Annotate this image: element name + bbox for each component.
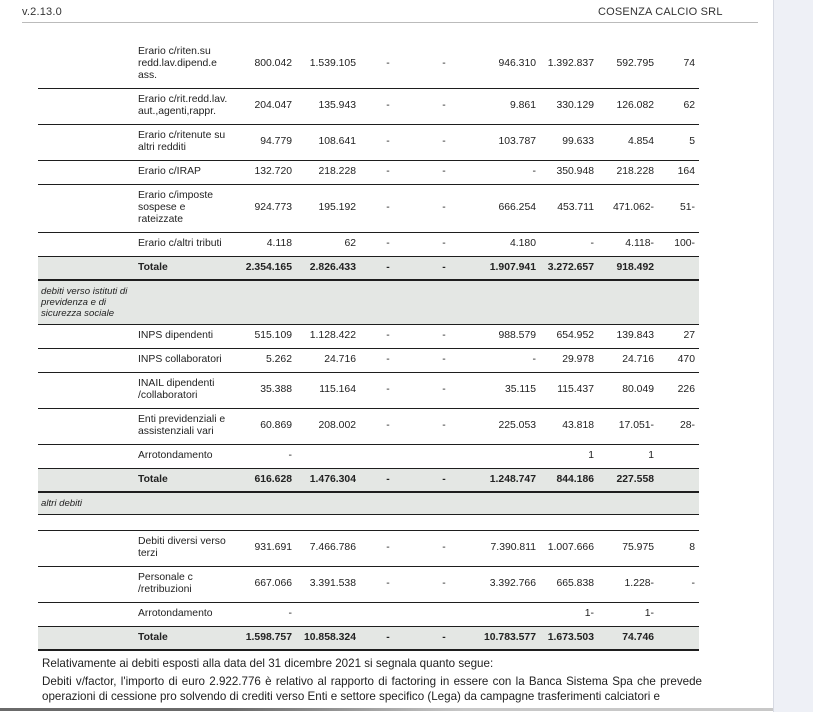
value-cell	[658, 602, 699, 626]
section-cell	[38, 160, 132, 184]
value-cell: -	[386, 100, 390, 111]
value-cell: -	[386, 354, 390, 365]
value-cell: 453.711	[557, 202, 594, 213]
value-cell: 74	[683, 57, 695, 69]
value-cell: -	[442, 330, 446, 341]
value-cell: -	[386, 631, 390, 643]
value-cell: 62	[683, 100, 695, 111]
page-edge	[0, 708, 773, 711]
spacer-row	[38, 514, 699, 530]
value-cell	[658, 444, 699, 468]
value-cell: 1.007.666	[547, 542, 594, 553]
table-row	[38, 88, 699, 124]
value-cell: -	[442, 578, 446, 589]
total-row	[38, 256, 699, 280]
section-cell	[38, 88, 132, 124]
value-cell: 218.228	[318, 166, 356, 177]
value-cell: 800.042	[254, 57, 292, 69]
value-cell: 43.818	[562, 420, 594, 431]
section-header-row	[38, 280, 699, 324]
value-cell: -	[442, 100, 446, 111]
row-label: Erario c/ritenute su altri redditi	[138, 130, 226, 153]
section-cell	[38, 444, 132, 468]
value-cell	[360, 444, 416, 468]
value-cell: -	[442, 238, 446, 249]
value-cell: -	[442, 354, 446, 365]
value-cell: 1.907.941	[489, 261, 536, 273]
value-cell: -	[386, 420, 390, 431]
value-cell: 29.978	[562, 354, 594, 365]
table-row	[38, 372, 699, 408]
value-cell: -	[386, 202, 390, 213]
row-label: Erario c/imposte sospese e rateizzate	[138, 190, 214, 225]
total-row	[38, 626, 699, 650]
value-cell	[296, 602, 360, 626]
value-cell: 115.164	[319, 384, 356, 395]
value-cell: -	[386, 473, 390, 485]
value-cell: -	[442, 420, 446, 431]
value-cell	[472, 602, 540, 626]
table-row	[38, 184, 699, 232]
table-row	[38, 124, 699, 160]
value-cell: 115.437	[557, 384, 594, 395]
value-cell: 80.049	[622, 384, 654, 395]
section-cell	[38, 256, 132, 280]
value-cell: -	[288, 450, 292, 461]
value-cell: 471.062-	[612, 202, 654, 213]
value-cell	[658, 468, 699, 492]
value-cell: 7.466.786	[309, 542, 356, 553]
row-label: Debiti diversi verso terzi	[138, 536, 226, 559]
table-row	[38, 602, 699, 626]
value-cell: 51-	[679, 202, 695, 213]
value-cell: 844.186	[556, 473, 594, 485]
value-cell: 666.254	[498, 202, 536, 213]
value-cell: 62	[344, 238, 356, 249]
value-cell: 592.795	[616, 57, 654, 69]
section-cell	[38, 408, 132, 444]
value-cell: 208.002	[318, 420, 356, 431]
value-cell: 1.476.304	[309, 473, 356, 485]
section-cell	[38, 232, 132, 256]
value-cell: -	[386, 384, 390, 395]
value-cell	[296, 444, 360, 468]
value-cell: -	[386, 57, 390, 69]
section-fill	[132, 492, 699, 514]
value-cell: 918.492	[616, 261, 654, 273]
section-cell	[38, 468, 132, 492]
value-cell: -	[691, 578, 695, 589]
company-name: COSENZA CALCIO SRL	[598, 6, 723, 18]
row-label: Totale	[138, 261, 168, 273]
value-cell: 3.391.538	[309, 578, 356, 589]
table-row	[38, 408, 699, 444]
value-cell: -	[532, 354, 536, 365]
value-cell: 988.579	[498, 330, 536, 341]
value-cell: 227.558	[616, 473, 654, 485]
table-row	[38, 160, 699, 184]
value-cell: 654.952	[556, 330, 594, 341]
table-row	[38, 348, 699, 372]
spacer-cell	[38, 514, 699, 530]
value-cell: 2.826.433	[309, 261, 356, 273]
value-cell: 1-	[584, 608, 594, 619]
value-cell: 4.118	[266, 238, 292, 249]
value-cell: 1.392.837	[547, 57, 594, 69]
value-cell: 60.869	[260, 420, 292, 431]
value-cell: 94.779	[260, 136, 292, 147]
value-cell: 1.673.503	[547, 631, 594, 643]
value-cell: 103.787	[498, 136, 536, 147]
value-cell: 10.783.577	[483, 631, 536, 643]
value-cell: -	[288, 608, 292, 619]
row-label: Erario c/IRAP	[138, 166, 201, 177]
section-cell	[38, 602, 132, 626]
value-cell: -	[386, 330, 390, 341]
value-cell: 2.354.165	[245, 261, 292, 273]
value-cell: 924.773	[254, 202, 292, 213]
version-label: v.2.13.0	[22, 6, 62, 18]
value-cell	[658, 256, 699, 280]
value-cell	[416, 602, 472, 626]
section-cell	[38, 530, 132, 566]
value-cell	[658, 626, 699, 650]
row-label: Erario c/rit.redd.lav. aut.,agenti,rappr.	[138, 94, 228, 117]
row-label: INPS collaboratori	[138, 354, 222, 365]
value-cell: 1.228-	[624, 578, 654, 589]
value-cell: 616.628	[254, 473, 292, 485]
value-cell: 75.975	[622, 542, 654, 553]
value-cell: 8	[689, 542, 695, 553]
value-cell: 1.539.105	[309, 57, 356, 69]
total-row	[38, 468, 699, 492]
value-cell: 3.392.766	[489, 578, 536, 589]
notes-intro: Relativamente ai debiti esposti alla data del 31 dicembre 2021 si segnala quanto segue:	[42, 657, 494, 670]
value-cell: 100-	[674, 238, 695, 249]
value-cell: -	[442, 261, 446, 273]
row-label: INPS dipendenti	[138, 330, 214, 341]
value-cell: 330.129	[556, 100, 594, 111]
value-cell: 28-	[679, 420, 695, 431]
section-cell	[38, 40, 132, 88]
value-cell: 99.633	[562, 136, 594, 147]
table-row	[38, 324, 699, 348]
value-cell: 35.115	[504, 384, 536, 395]
row-label: Erario c/altri tributi	[138, 238, 222, 249]
viewer-side-panel	[773, 0, 813, 712]
value-cell: -	[590, 238, 594, 249]
value-cell: -	[442, 202, 446, 213]
table-row	[38, 530, 699, 566]
value-cell: -	[442, 473, 446, 485]
value-cell: -	[386, 261, 390, 273]
row-label: Totale	[138, 631, 168, 643]
value-cell: 132.720	[254, 166, 292, 177]
value-cell: -	[386, 542, 390, 553]
value-cell: 1	[588, 450, 594, 461]
value-cell: 931.691	[254, 542, 292, 553]
value-cell: 1.248.747	[489, 473, 536, 485]
section-cell	[38, 372, 132, 408]
value-cell: 218.228	[616, 166, 654, 177]
value-cell: 225.053	[498, 420, 536, 431]
value-cell: 4.180	[509, 238, 536, 249]
value-cell: 515.109	[254, 330, 292, 341]
value-cell: 7.390.811	[490, 542, 536, 553]
value-cell: -	[386, 238, 390, 249]
value-cell: 195.192	[318, 202, 356, 213]
table-row	[38, 40, 699, 88]
value-cell: 204.047	[254, 100, 292, 111]
notes-factoring: Debiti v/factor, l'importo di euro 2.922.776 è relativo al rapporto di factoring in essere con la Banca Sistema Spa che prevede operazioni di cessione pro solvendo di crediti verso Enti e settore specifico (Lega) da campagne trasferimenti calciatori e	[42, 675, 702, 703]
row-label: Erario c/riten.su redd.lav.dipend.e ass.	[138, 45, 217, 81]
value-cell: 5.262	[265, 354, 292, 365]
table-row	[38, 444, 699, 468]
value-cell: 4.854	[627, 136, 654, 147]
value-cell	[360, 602, 416, 626]
value-cell: 139.843	[616, 330, 654, 341]
value-cell: 135.943	[318, 100, 356, 111]
value-cell	[416, 444, 472, 468]
row-label: Arrotondamento	[138, 450, 213, 461]
value-cell: 226	[677, 384, 695, 395]
value-cell: 1.128.422	[309, 330, 356, 341]
value-cell: -	[442, 631, 446, 643]
value-cell: -	[442, 57, 446, 69]
header-divider	[22, 22, 758, 23]
value-cell: 164	[677, 166, 695, 177]
value-cell: -	[386, 166, 390, 177]
value-cell	[472, 444, 540, 468]
section-cell	[38, 184, 132, 232]
value-cell: -	[442, 136, 446, 147]
value-cell: 1-	[644, 608, 654, 619]
section-cell	[38, 348, 132, 372]
section-cell	[38, 566, 132, 602]
value-cell: 4.118-	[625, 238, 654, 249]
value-cell: 27	[683, 330, 695, 341]
row-label: Enti previdenziali e assistenziali vari	[138, 414, 226, 437]
debt-table	[38, 40, 699, 651]
section-fill	[132, 280, 699, 324]
value-cell: 24.716	[324, 354, 356, 365]
table-row	[38, 232, 699, 256]
row-label: INAIL dipendenti /collaboratori	[138, 378, 215, 401]
value-cell: 24.716	[622, 354, 654, 365]
value-cell: 74.746	[622, 631, 654, 643]
value-cell: 1	[648, 450, 654, 461]
value-cell: -	[386, 578, 390, 589]
value-cell: -	[532, 166, 536, 177]
value-cell: 665.838	[556, 578, 594, 589]
value-cell: 17.051-	[618, 420, 654, 431]
value-cell: 35.388	[260, 384, 292, 395]
value-cell: 10.858.324	[303, 631, 356, 643]
section-title: debiti verso istituti di previdenza e di sicurezza sociale	[41, 285, 128, 319]
value-cell: 9.861	[509, 100, 536, 111]
value-cell: -	[442, 166, 446, 177]
value-cell: -	[386, 136, 390, 147]
value-cell: 1.598.757	[245, 631, 292, 643]
value-cell: 3.272.657	[547, 261, 594, 273]
value-cell: 108.641	[318, 136, 356, 147]
section-cell	[38, 124, 132, 160]
row-label: Totale	[138, 473, 168, 485]
value-cell: 126.082	[616, 100, 654, 111]
section-cell	[38, 626, 132, 650]
value-cell: 946.310	[498, 57, 536, 69]
section-header-row	[38, 492, 699, 514]
row-label: Arrotondamento	[138, 608, 213, 619]
row-label: Personale c /retribuzioni	[138, 572, 193, 595]
value-cell: 350.948	[556, 166, 594, 177]
value-cell: -	[442, 542, 446, 553]
value-cell: 667.066	[254, 578, 292, 589]
value-cell: 470	[677, 354, 695, 365]
section-title: altri debiti	[41, 497, 83, 509]
value-cell: -	[442, 384, 446, 395]
table-row	[38, 566, 699, 602]
section-cell	[38, 324, 132, 348]
value-cell: 5	[689, 136, 695, 147]
